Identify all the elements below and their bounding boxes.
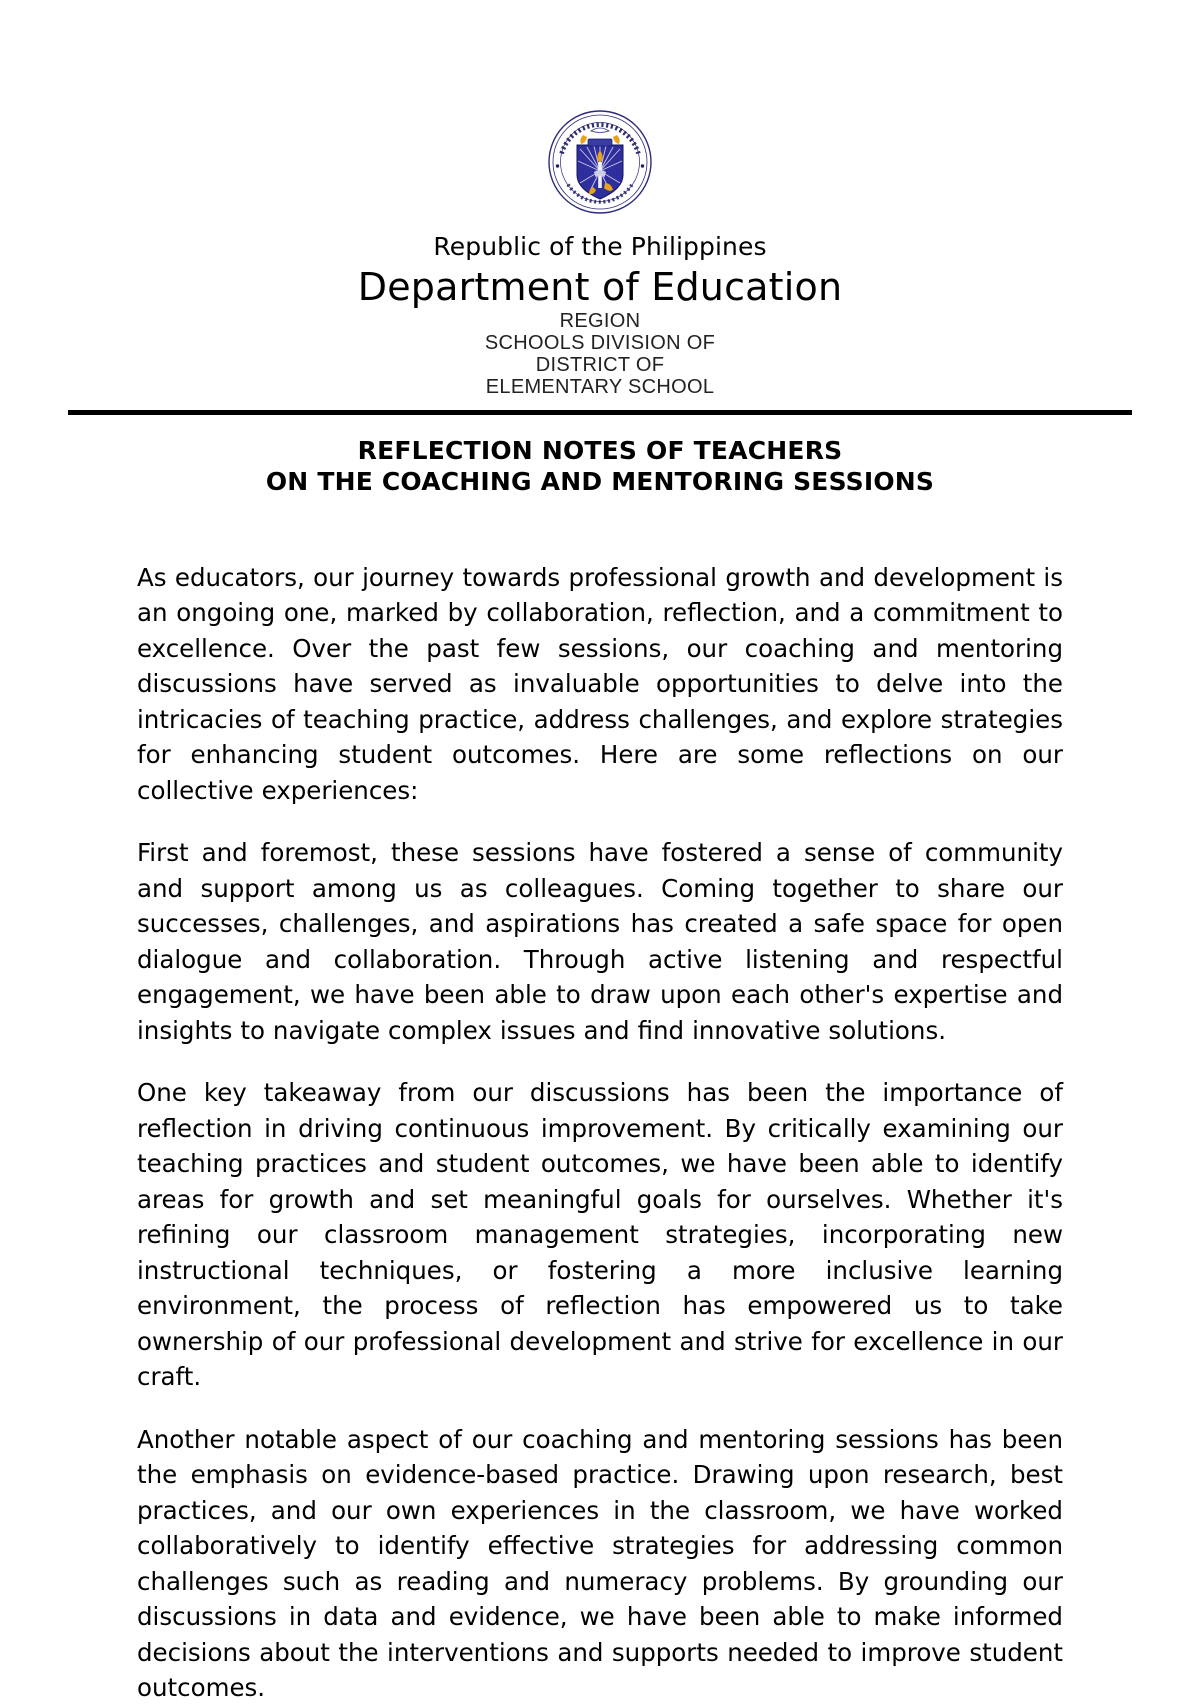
body-paragraph: First and foremost, these sessions have fostered a sense of community and support among us as colleagues. Coming together to share our successes, challenges, and aspirations has created a safe space for open dialogue and collaboration. Through active listening and respectful engagement, we have been able to draw upon each other's expertise and insights to navigate complex issues and find innovative solutions. (137, 838, 1063, 1045)
letterhead (0, 0, 1200, 415)
letterhead-divider (68, 410, 1132, 415)
page-title-line-1: REFLECTION NOTES OF TEACHERS (357, 436, 843, 465)
document-body (137, 514, 1063, 1706)
letterhead-school: ELEMENTARY SCHOOL (485, 376, 715, 398)
body-paragraph: One key takeaway from our discussions has been the importance of reflection in driving continuous improvement. By critically examining our teaching practices and student outcomes, we have been able to identify areas for growth and set meaningful goals for ourselves. Whether it's refining our classroom management strategies, incorporating new instructional techniques, or fostering a more inclusive learning environment, the process of reflection has empowered us to take ownership of our professional development and strive for excellence in our craft. (137, 1078, 1063, 1392)
body-paragraph: As educators, our journey towards professional growth and development is an ongoing one, marked by collaboration, reflection, and a commitment to excellence. Over the past few sessions, our coaching and mentoring discussions have served as invaluable opportunities to delve into the intricacies of teaching practice, address challenges, and explore strategies for enhancing student outcomes. Here are some reflections on our collective experiences: (137, 562, 1063, 805)
deped-seal-container (0, 108, 1200, 216)
page-title (0, 435, 1200, 497)
letterhead-division: SCHOOLS DIVISION OF (484, 332, 716, 354)
letterhead-region: REGION (559, 310, 641, 332)
letterhead-department: Department of Education (357, 265, 843, 309)
body-paragraph: Another notable aspect of our coaching and mentoring sessions has been the emphasis on evidence-based practice. Drawing upon research, best practices, and our own experiences in the classroom, we have worked collaboratively to identify effective strategies for addressing common challenges such as reading and numeracy problems. By grounding our discussions in data and evidence, we have been able to make informed decisions about the interventions and supports needed to improve student outcomes. (137, 1424, 1063, 1703)
deped-seal-icon (547, 109, 653, 215)
letterhead-district: DISTRICT OF (535, 354, 665, 376)
page-title-line-2: ON THE COACHING AND MENTORING SESSIONS (265, 467, 935, 496)
letterhead-republic: Republic of the Philippines (433, 232, 767, 261)
